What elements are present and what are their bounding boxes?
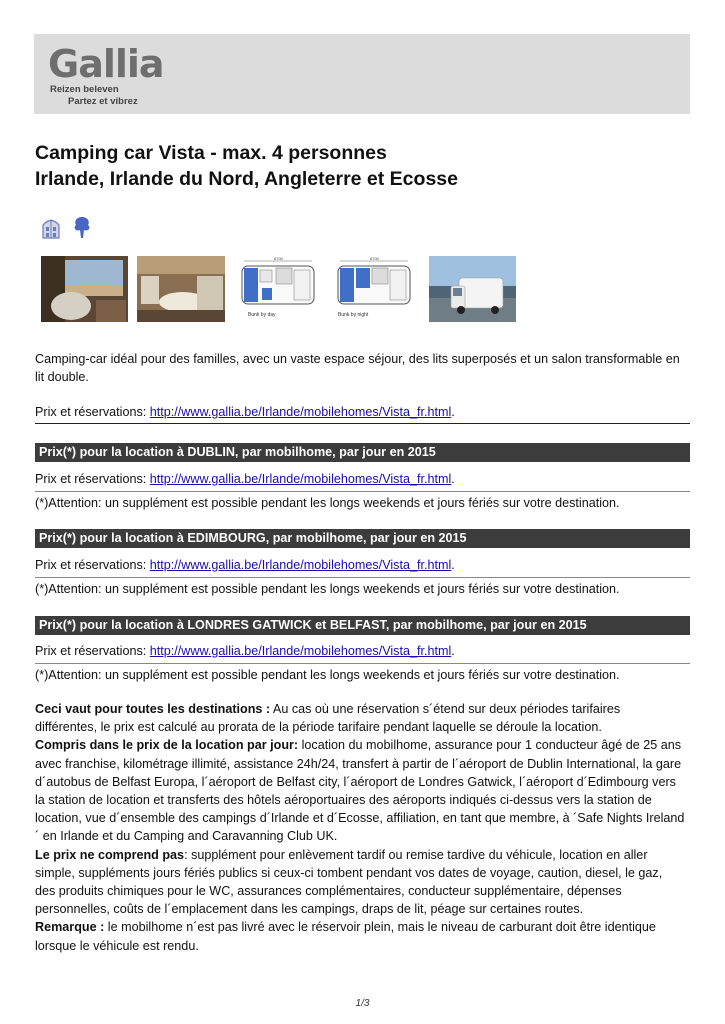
reservation-link[interactable]: http://www.gallia.be/Irlande/mobilehomes/Vista_fr.html <box>149 405 452 419</box>
camper-dining-photo[interactable] <box>137 256 225 322</box>
camper-exterior-photo[interactable] <box>429 256 516 322</box>
reservation-end: . <box>451 644 455 658</box>
divider <box>35 491 690 492</box>
section-heading-edinburgh: Prix(*) pour la location à EDIMBOURG, par mobilhome, par jour en 2015 <box>35 529 690 548</box>
reservation-link[interactable]: http://www.gallia.be/Irlande/mobilehomes/Vista_fr.html <box>149 472 452 486</box>
all-destinations-text: Au cas où une réservation s´étend sur deux périodes tarifaires différentes, le prix est calculé au prorata de la période tarifaire pendant laquelle se déroule la location. <box>35 702 621 735</box>
divider <box>35 663 690 664</box>
attention-note: (*)Attention: un supplément est possible pendant les longs weekends et jours fériés sur votre destination. <box>35 582 620 596</box>
svg-text:6700: 6700 <box>370 256 379 261</box>
attention-note: (*)Attention: un supplément est possible pendant les longs weekends et jours fériés sur votre destination. <box>35 668 620 682</box>
gallia-logo[interactable]: Gallia <box>48 42 164 86</box>
all-destinations-label: Ceci vaut pour toutes les destinations : <box>35 702 271 716</box>
floorplan-day[interactable] <box>236 256 320 322</box>
camper-interior-photo[interactable] <box>41 256 128 322</box>
svg-text:6700: 6700 <box>274 256 283 261</box>
included-text: location du mobilhome, assurance pour 1 conducteur âgé de 25 ans avec franchise, kilométrage illimité, assistance 24h/24, transfert à partir de l´aéroport de Dublin International, la gare d´autobus de Belfast Europa, l´aéroport de Belfast city, l´aéroport de Londres Gatwick, l´aéroport d´Edimbourg vers la station de location et transferts des hôtels aéroportuaires des aéroports indiqués ci-dessus vers la station de location, vue d´ensemble des campings d´Irlande et d´Ecosse, affiliation, en tant que membre, à ´Safe Nights Ireland´ en Irlande et du Camping and Caravanning Club UK. <box>35 738 685 844</box>
remark-label: Remarque : <box>35 920 105 935</box>
page-title-line1: Camping car Vista - max. 4 personnes <box>35 142 387 164</box>
reservation-end: . <box>451 405 455 419</box>
reservation-link[interactable]: http://www.gallia.be/Irlande/mobilehomes/Vista_fr.html <box>149 558 452 572</box>
section-heading-london-belfast: Prix(*) pour la location à LONDRES GATWICK et BELFAST, par mobilhome, par jour en 2015 <box>35 616 690 635</box>
description: Camping-car idéal pour des familles, avec un vaste espace séjour, des lits superposés et un salon transformable en lit double. <box>35 352 680 384</box>
reservation-line <box>35 470 685 488</box>
svg-text:Bunk by day: Bunk by day <box>248 312 276 318</box>
reservation-line <box>35 403 685 421</box>
reservation-line <box>35 642 685 660</box>
reservation-label: Prix et réservations: <box>35 472 147 486</box>
conditions-paragraph <box>35 700 685 955</box>
remark-text: le mobilhome n´est pas livré avec le réservoir plein, mais le niveau de carburant doit être identique lorsque le véhicule est rendu. <box>35 920 656 953</box>
reservation-link[interactable]: http://www.gallia.be/Irlande/mobilehomes/Vista_fr.html <box>149 644 452 658</box>
tree-icon <box>72 215 92 239</box>
excluded-text: : supplément pour enlèvement tardif ou remise tardive du véhicule, location en aller simple, suppléments jours fériés publics si ceux-ci tombent pendant vos dates de voyage, caution, diesel, le gaz, des produits chimiques pour le WC, assurances complémentaires, conducteur supplémentaire, dépenses personnelles, coûts de l´emplacement dans les campings, draps de lit, péage sur certaines routes. <box>35 847 663 917</box>
divider <box>35 423 690 424</box>
excluded-label: Le prix ne comprend pas <box>35 847 185 862</box>
reservation-label: Prix et réservations: <box>35 644 147 658</box>
page-number: 1/3 <box>355 998 370 1009</box>
reservation-end: . <box>451 472 455 486</box>
divider <box>35 577 690 578</box>
section-heading-dublin: Prix(*) pour la location à DUBLIN, par mobilhome, par jour en 2015 <box>35 443 690 462</box>
logo-tagline-1: Reizen beleven <box>50 84 119 95</box>
page-title-line2: Irlande, Irlande du Nord, Angleterre et Ecosse <box>35 168 458 190</box>
attention-note: (*)Attention: un supplément est possible pendant les longs weekends et jours fériés sur votre destination. <box>35 496 620 510</box>
reservation-label: Prix et réservations: <box>35 405 147 419</box>
svg-text:Bunk by night: Bunk by night <box>338 312 369 318</box>
building-icon <box>41 215 61 239</box>
reservation-label: Prix et réservations: <box>35 558 147 572</box>
included-label: Compris dans le prix de la location par jour: <box>35 738 299 753</box>
logo-tagline-2: Partez et vibrez <box>68 96 138 107</box>
reservation-end: . <box>451 558 455 572</box>
header-banner <box>34 34 690 114</box>
reservation-line <box>35 556 685 574</box>
floorplan-night[interactable] <box>332 256 416 322</box>
